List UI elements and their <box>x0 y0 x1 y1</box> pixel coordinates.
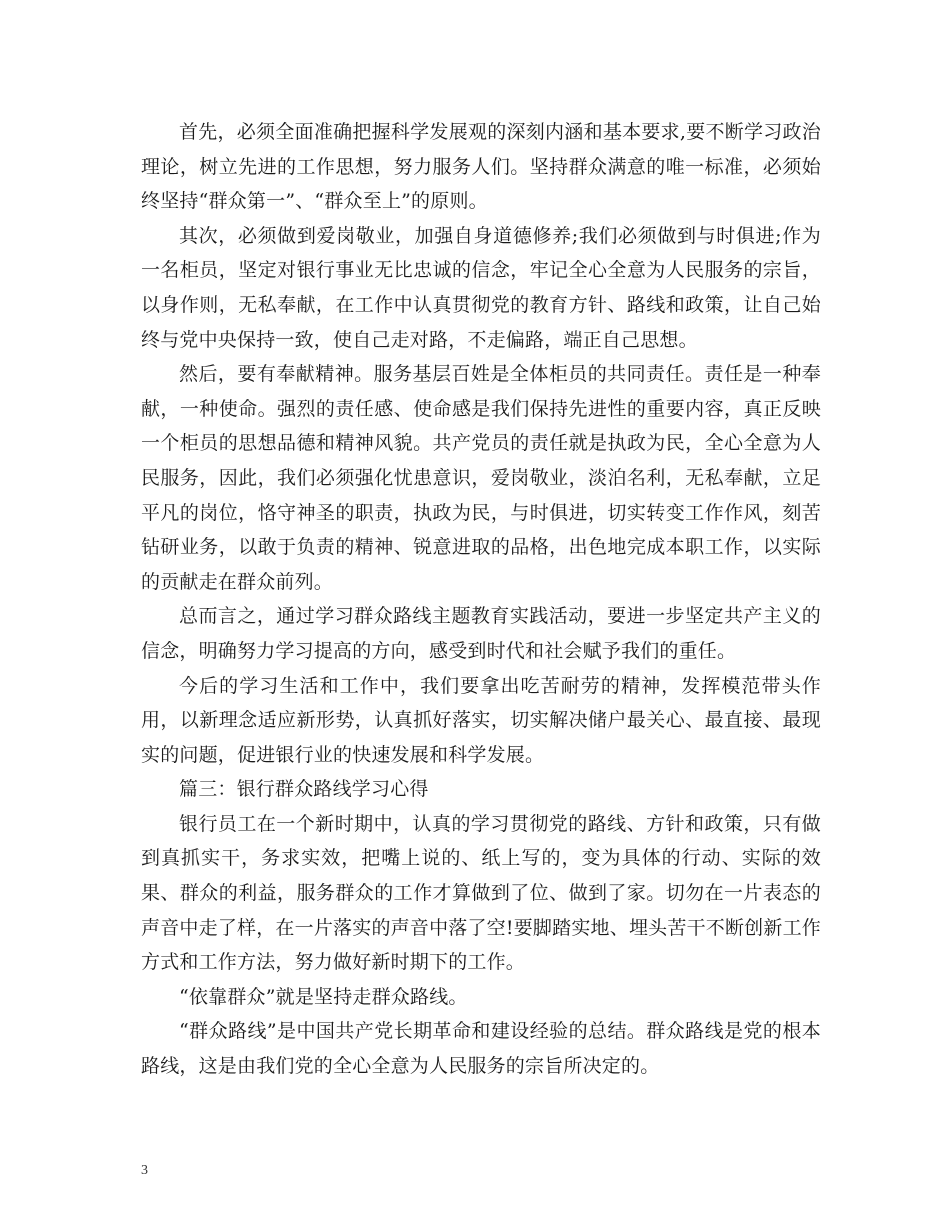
paragraph-7: 银行员工在一个新时期中，认真的学习贯彻党的路线、方针和政策，只有做到真抓实干，务求实效，把嘴上说的、纸上写的，变为具体的行动、实际的效果、群众的利益，服务群众的工作才算做到了位、做到了家。切勿在一片表态的声音中走了样，在一片落实的声音中落了空!要脚踏实地、埋头苦干不断创新工作方式和工作方法，努力做好新时期下的工作。 <box>141 812 821 974</box>
paragraph-2: 其次，必须做到爱岗敬业，加强自身道德修养;我们必须做到与时俱进;作为一名柜员，坚定对银行事业无比忠诚的信念，牢记全心全意为人民服务的宗旨，以身作则，无私奉献，在工作中认真贯彻党的教育方针、路线和政策，让自己始终与党中央保持一致，使自己走对路，不走偏路，端正自己思想。 <box>141 224 821 351</box>
paragraph-8: “依靠群众”就是坚持走群众路线。 <box>179 985 468 1008</box>
paragraph-9: “群众路线”是中国共产党长期革命和建设经验的总结。群众路线是党的根本路线，这是由我们党的全心全意为人民服务的宗旨所决定的。 <box>141 1020 821 1078</box>
paragraph-5: 今后的学习生活和工作中，我们要拿出吃苦耐劳的精神，发挥模范带头作用，以新理念适应新形势，认真抓好落实，切实解决储户最关心、最直接、最现实的问题，促进银行业的快速发展和科学发展。 <box>141 674 821 766</box>
paragraph-4: 总而言之，通过学习群众路线主题教育实践活动，要进一步坚定共产主义的信念，明确努力学习提高的方向，感受到时代和社会赋予我们的重任。 <box>141 605 821 662</box>
section-heading: 篇三：银行群众路线学习心得 <box>179 778 429 801</box>
paragraph-1: 首先，必须全面准确把握科学发展观的深刻内涵和基本要求,要不断学习政治理论，树立先进的工作思想，努力服务人们。坚持群众满意的唯一标准，必须始终坚持“群众第一”、“群众至上”的原则。 <box>141 121 821 213</box>
document-body <box>141 115 821 1084</box>
page-number: 3 <box>141 1163 148 1178</box>
paragraph-3: 然后，要有奉献精神。服务基层百姓是全体柜员的共同责任。责任是一种奉献，一种使命。强烈的责任感、使命感是我们保持先进性的重要内容，真正反映一个柜员的思想品德和精神风貌。共产党员的责任就是执政为民，全心全意为人民服务，因此，我们必须强化忧患意识，爱岗敬业，淡泊名利，无私奉献，立足平凡的岗位，恪守神圣的职责，执政为民，与时俱进，切实转变工作作风，刻苦钻研业务，以敢于负责的精神、锐意进取的品格，出色地完成本职工作，以实际的贡献走在群众前列。 <box>141 363 821 593</box>
